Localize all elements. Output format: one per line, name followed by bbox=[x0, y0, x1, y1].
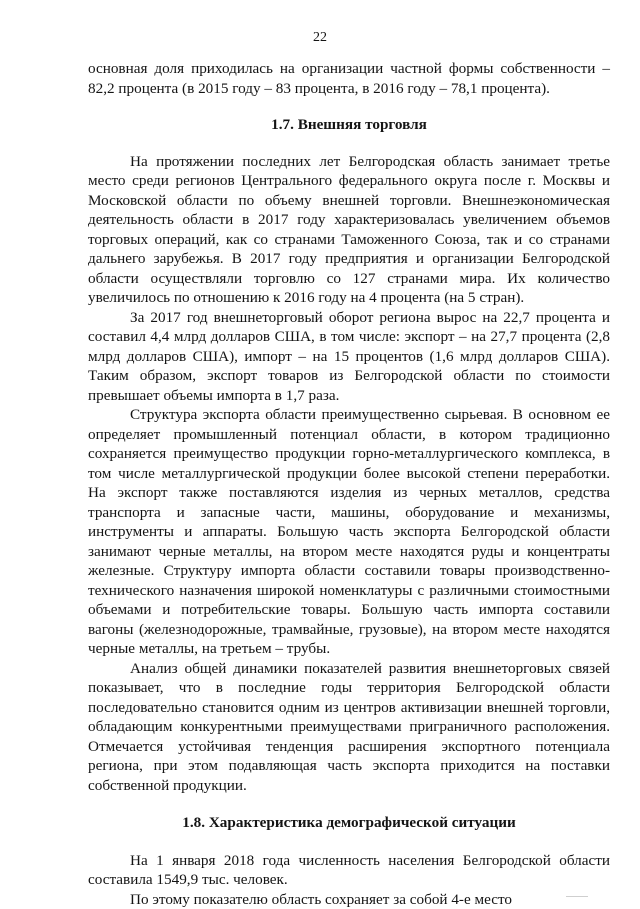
continued-paragraph: основная доля приходилась на организации частной формы собственности – 82,2 процента (в 2015 году – 83 процента, в 2016 году – 78,1 процента). bbox=[88, 59, 610, 98]
page-body bbox=[88, 59, 610, 909]
scan-artifact bbox=[566, 896, 588, 897]
page-number: 22 bbox=[0, 30, 640, 46]
paragraph-trade-dynamics: Анализ общей динамики показателей развития внешнеторговых связей показывает, что в последние годы территория Белгородской области последовательно становится одним из центров активизации внешней торговли, обладающим конкурентными преимуществами приграничного расположения. Отмечается устойчивая тенденция расширения экспортного потенциала региона, при этом подавляющая часть экспорта приходится на поставки собственной продукции. bbox=[88, 659, 610, 796]
paragraph-population: На 1 января 2018 года численность населения Белгородской области составила 1549,9 тыс. человек. bbox=[88, 851, 610, 890]
paragraph-trade-turnover: За 2017 год внешнеторговый оборот региона вырос на 22,7 процента и составил 4,4 млрд долларов США, в том числе: экспорт – на 27,7 процента (2,8 млрд долларов США), импорт – на 15 процентов (1,6 млрд долларов США). Таким образом, экспорт товаров из Белгородской области по стоимости превышает объемы импорта в 1,7 раза. bbox=[88, 308, 610, 406]
paragraph-foreign-trade-overview: На протяжении последних лет Белгородская область занимает третье место среди регионов Центрального федерального округа после г. Москвы и Московской области по объему внешней торговли. Внешнеэкономическая деятельность области в 2017 году характеризовалась увеличением объемов торговых операций, как со странами Таможенного Союза, так и со странами дальнего зарубежья. В 2017 году предприятия и организации Белгородской области осуществляли торговлю со 127 странами мира. Их количество увеличилось по отношению к 2016 году на 4 процента (на 5 стран). bbox=[88, 152, 610, 308]
paragraph-export-structure: Структура экспорта области преимущественно сырьевая. В основном ее определяет промышленный потенциал области, в котором традиционно сохраняется преимущество продукции горно-металлургического комплекса, в том числе металлургической продукции более высокой степени переработки. На экспорт также поставляются изделия из черных металлов, средства транспорта и запасные части, машины, оборудование и механизмы, инструменты и аппараты. Большую часть экспорта Белгородской области занимают черные металлы, на втором месте находятся руды и концентраты железные. Структуру импорта области составили товары производственно-технического назначения широкой номенклатуры с различными стоимостными объемами и потребительские товары. Большую часть импорта составили вагоны (железнодорожные, трамвайные, грузовые), на втором месте находятся черные металлы, на третьем – трубы. bbox=[88, 405, 610, 659]
section-heading-demographics: 1.8. Характеристика демографической ситуации bbox=[88, 813, 610, 833]
section-heading-foreign-trade: 1.7. Внешняя торговля bbox=[88, 115, 610, 135]
paragraph-population-rank: По этому показателю область сохраняет за собой 4-е место bbox=[88, 890, 610, 909]
